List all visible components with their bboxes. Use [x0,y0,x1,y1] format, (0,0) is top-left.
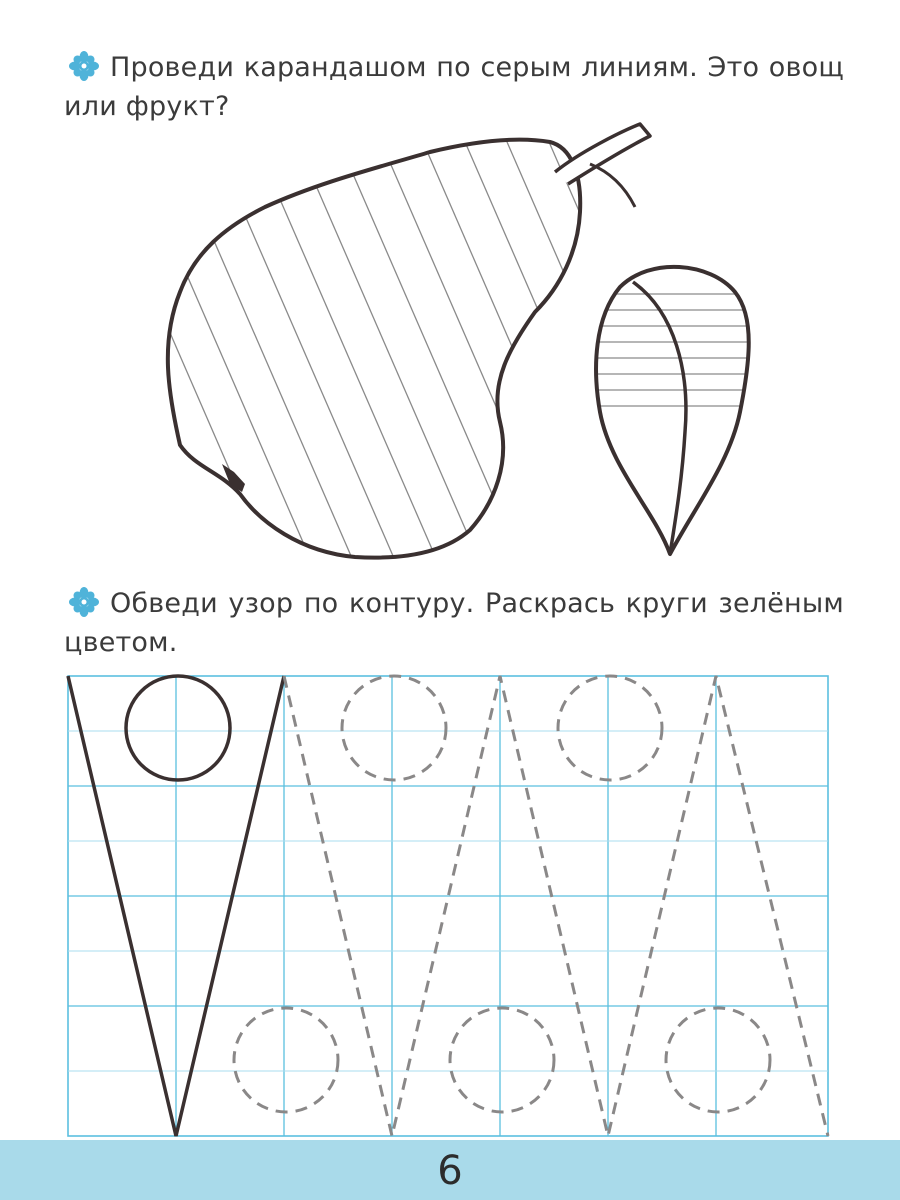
dashed-circle [450,1008,554,1112]
tracing-pattern-grid [60,668,840,1148]
task-2-text-block [64,584,844,662]
pear-drawing [150,112,760,572]
task-2 [64,584,844,662]
dashed-circle [234,1008,338,1112]
snowflake-star-icon [64,587,104,617]
task-2-text: Обведи узор по контуру. Раскрась круги зелёным цветом. [64,588,844,658]
dashed-circle [342,676,446,780]
snowflake-star-icon [64,51,104,81]
task-1-text: Проведи карандашом по серым линиям. Это овощ или фрукт? [64,52,844,122]
dashed-zigzag [284,676,828,1136]
solid-circle [126,676,230,780]
dashed-circle [558,676,662,780]
dashed-circle [666,1008,770,1112]
page-number: 6 [437,1148,463,1194]
